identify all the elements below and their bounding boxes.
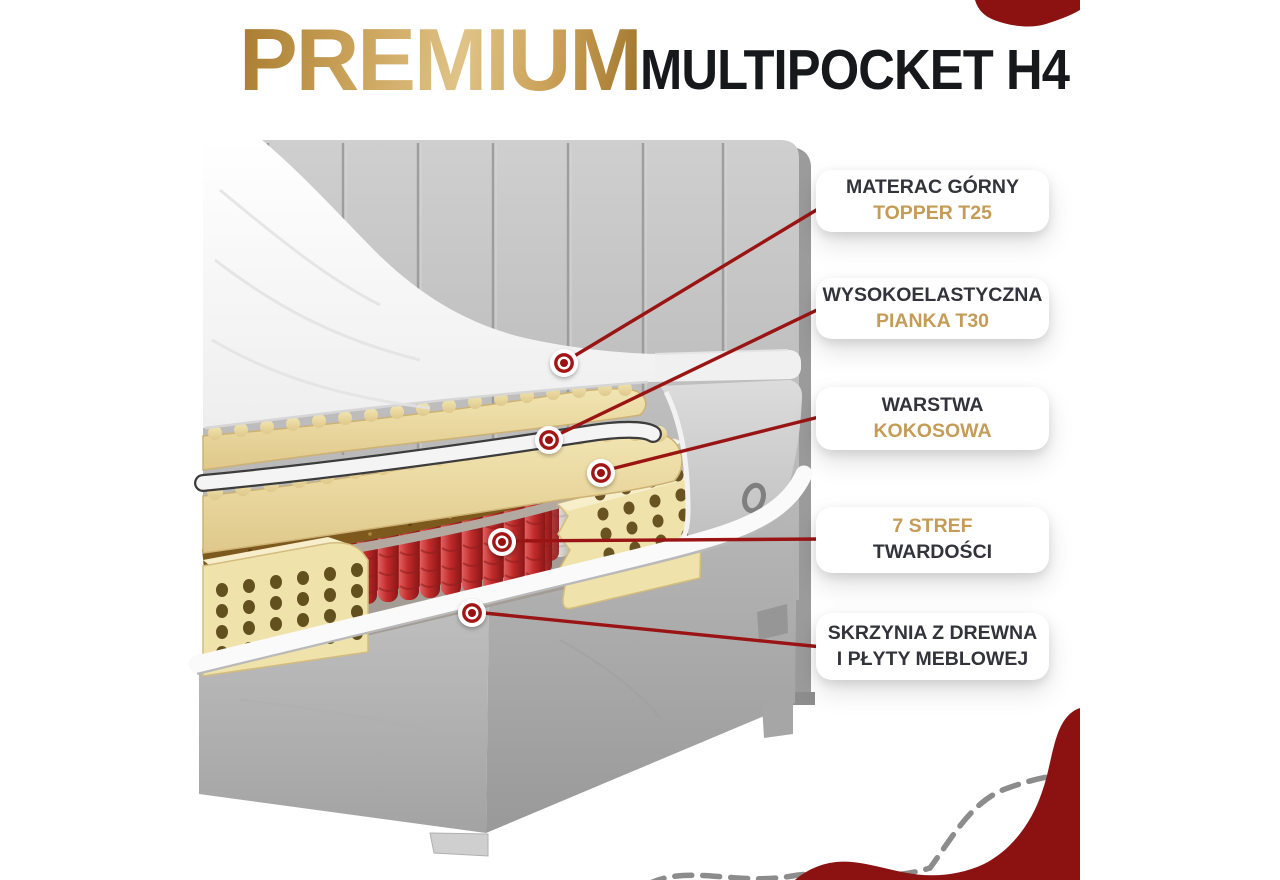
label-box-topper [816, 170, 1049, 232]
title-premium: PREMIUM [239, 10, 641, 109]
label-line: TWARDOŚCI [872, 541, 993, 563]
label-line-accent: KOKOSOWA [873, 419, 992, 442]
bed-leg-corner [430, 833, 488, 856]
callout-dot-zones [488, 528, 516, 556]
callout-dot-topper [550, 349, 578, 377]
label-box-foam [816, 278, 1049, 339]
label-line: SKRZYNIA Z DREWNA [827, 621, 1038, 644]
label-box-chest [816, 613, 1049, 680]
label-line-accent: 7 STREF [892, 515, 973, 538]
callout-dot-foam [535, 426, 563, 454]
label-line: MATERAC GÓRNY [846, 176, 1019, 199]
label-line: WARSTWA [881, 393, 984, 416]
label-line-accent: TOPPER T25 [873, 202, 992, 224]
label-line-accent: PIANKA T30 [875, 309, 990, 332]
callout-dot-chest [458, 599, 486, 627]
decor-blob-top-right [975, 0, 1080, 27]
label-box-coconut [816, 387, 1049, 450]
headboard-foot [793, 692, 815, 705]
callout-dot-coconut [587, 459, 615, 487]
callout-line-zones [504, 539, 824, 541]
title-model: MULTIPOCKET H4 [640, 38, 1070, 102]
label-box-zones [816, 507, 1049, 573]
label-line: I PŁYTY MEBLOWEJ [836, 647, 1029, 670]
label-line: WYSOKOELASTYCZNA [822, 283, 1043, 306]
decor-blob-bottom-right [795, 708, 1080, 880]
